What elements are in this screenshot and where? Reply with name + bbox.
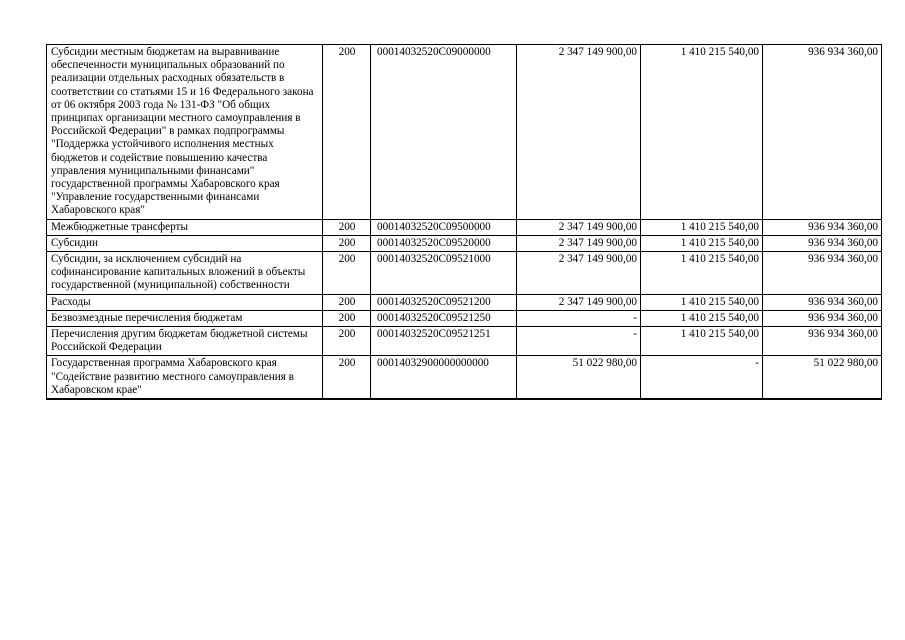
row-executed: 1 410 215 540,00 — [641, 310, 763, 326]
row-name: Государственная программа Хабаровского края "Содействие развитию местного самоуправления в Хабаровском крае" — [47, 356, 323, 400]
row-name: Субсидии — [47, 235, 323, 251]
table-row — [47, 235, 882, 251]
row-approved: - — [517, 327, 641, 356]
row-approved: 51 022 980,00 — [517, 356, 641, 400]
table-row — [47, 294, 882, 310]
row-approved: 2 347 149 900,00 — [517, 294, 641, 310]
row-name: Межбюджетные трансферты — [47, 219, 323, 235]
row-executed: 1 410 215 540,00 — [641, 235, 763, 251]
row-code: 200 — [323, 235, 371, 251]
row-name: Субсидии, за исключением субсидий на софинансирование капитальных вложений в объекты государственной (муниципальной) собственности — [47, 252, 323, 295]
row-executed: 1 410 215 540,00 — [641, 294, 763, 310]
budget-execution-table — [46, 44, 882, 400]
row-csr: 00014032520С09520000 — [371, 235, 517, 251]
row-remaining: 936 934 360,00 — [763, 235, 882, 251]
row-name: Перечисления другим бюджетам бюджетной системы Российской Федерации — [47, 327, 323, 356]
row-executed: 1 410 215 540,00 — [641, 327, 763, 356]
row-executed: 1 410 215 540,00 — [641, 252, 763, 295]
row-executed: - — [641, 356, 763, 400]
row-code: 200 — [323, 310, 371, 326]
row-csr: 00014032520С09521250 — [371, 310, 517, 326]
row-csr: 00014032520С09000000 — [371, 45, 517, 220]
row-approved: - — [517, 310, 641, 326]
row-code: 200 — [323, 327, 371, 356]
row-approved: 2 347 149 900,00 — [517, 45, 641, 220]
row-code: 200 — [323, 252, 371, 295]
row-approved: 2 347 149 900,00 — [517, 235, 641, 251]
table-row — [47, 219, 882, 235]
row-remaining: 936 934 360,00 — [763, 252, 882, 295]
row-name: Расходы — [47, 294, 323, 310]
table-row — [47, 327, 882, 356]
table-row — [47, 252, 882, 295]
row-csr: 00014032520С09521251 — [371, 327, 517, 356]
row-executed: 1 410 215 540,00 — [641, 45, 763, 220]
row-remaining: 936 934 360,00 — [763, 310, 882, 326]
row-executed: 1 410 215 540,00 — [641, 219, 763, 235]
table-row — [47, 356, 882, 400]
row-remaining: 51 022 980,00 — [763, 356, 882, 400]
row-remaining: 936 934 360,00 — [763, 327, 882, 356]
row-name: Безвозмездные перечисления бюджетам — [47, 310, 323, 326]
row-remaining: 936 934 360,00 — [763, 45, 882, 220]
row-csr: 00014032900000000000 — [371, 356, 517, 400]
row-code: 200 — [323, 356, 371, 400]
row-csr: 00014032520С09521000 — [371, 252, 517, 295]
row-approved: 2 347 149 900,00 — [517, 252, 641, 295]
row-name: Субсидии местным бюджетам на выравнивание обеспеченности муниципальных образований по реализации отдельных расходных обязательств в соответствии со статьями 15 и 16 Федерального закона от 06 октября 2003 года № 131-ФЗ "Об общих принципах организации местного самоуправления в Российской Федерации" в рамках подпрограммы "Поддержка устойчивого исполнения местных бюджетов и содействие повышению качества управления муниципальными финансами" государственной программы Хабаровского края "Управление государственными финансами Хабаровского края" — [47, 45, 323, 220]
row-code: 200 — [323, 294, 371, 310]
row-remaining: 936 934 360,00 — [763, 219, 882, 235]
row-code: 200 — [323, 219, 371, 235]
row-approved: 2 347 149 900,00 — [517, 219, 641, 235]
table-row — [47, 310, 882, 326]
table-row — [47, 45, 882, 220]
row-csr: 00014032520С09500000 — [371, 219, 517, 235]
row-csr: 00014032520С09521200 — [371, 294, 517, 310]
row-code: 200 — [323, 45, 371, 220]
row-remaining: 936 934 360,00 — [763, 294, 882, 310]
